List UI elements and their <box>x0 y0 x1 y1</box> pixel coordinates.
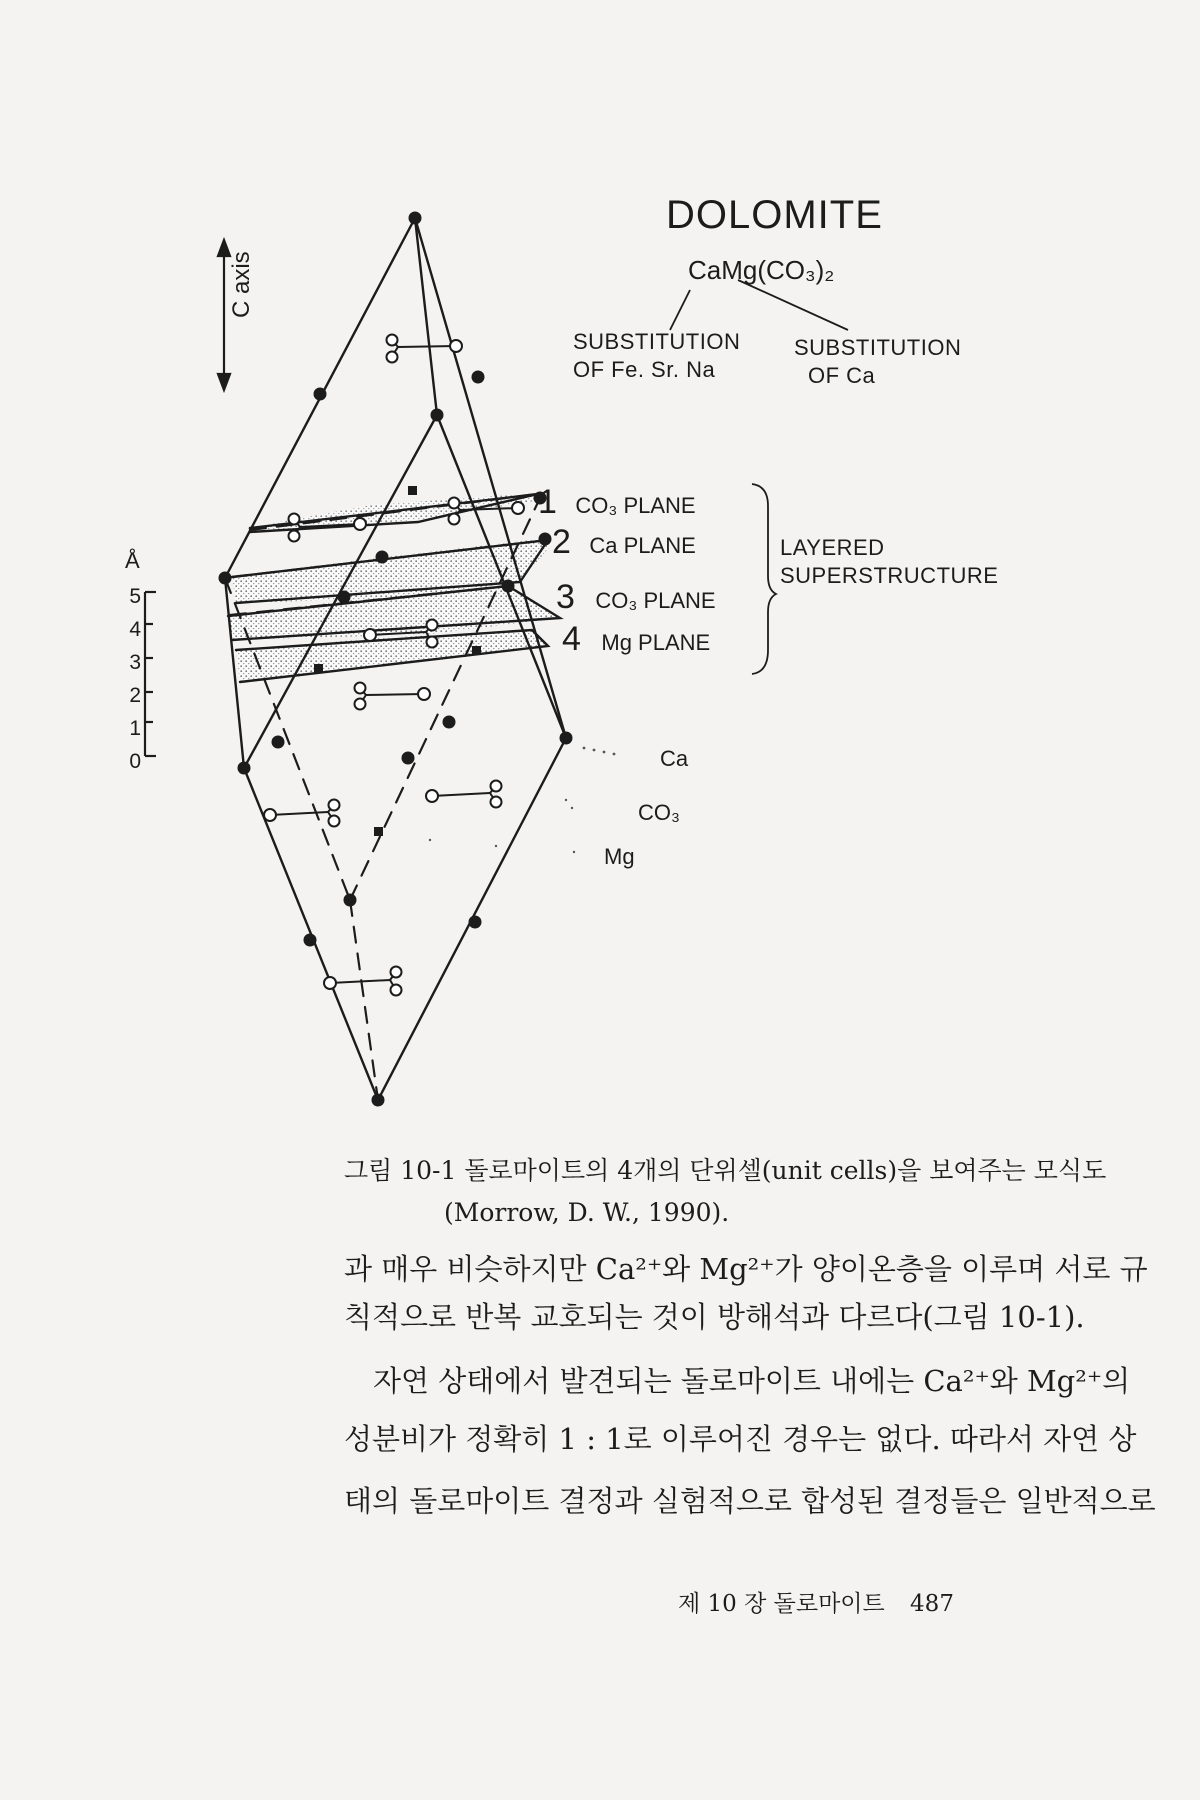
body-line: 성분비가 정확히 1 : 1로 이루어진 경우는 없다. 따라서 자연 상 <box>344 1422 1137 1456</box>
c-axis-arrowhead-down <box>218 374 230 390</box>
c-axis-label: C axis <box>228 251 255 318</box>
plane-label-1 <box>538 485 696 519</box>
plane-number: 4 <box>562 620 581 658</box>
legend-leader <box>613 753 616 756</box>
co3-group <box>426 781 502 808</box>
mg-atom <box>314 664 323 673</box>
bracket-label-line1: LAYERED <box>780 535 885 560</box>
ca-atom <box>219 572 232 585</box>
caption-line-1: 그림 10-1 돌로마이트의 4개의 단위셀(unit cells)을 보여주는 모식도 <box>344 1156 1107 1185</box>
plane-name: Ca PLANE <box>589 533 696 558</box>
figure-caption <box>344 1150 1107 1234</box>
scale-tick-label: 4 <box>129 618 141 641</box>
ca-atom <box>431 409 444 422</box>
page-footer <box>678 1585 954 1618</box>
body-line: 자연 상태에서 발견되는 돌로마이트 내에는 Ca²⁺와 Mg²⁺의 <box>344 1364 1131 1398</box>
plane-name: CO₃ PLANE <box>575 493 696 518</box>
cell-edge <box>415 218 437 415</box>
ca-atom <box>402 752 415 765</box>
mg-atom <box>408 486 417 495</box>
body-text <box>344 1252 1156 1518</box>
plane-number: 2 <box>552 523 571 561</box>
ca-atom <box>502 580 515 593</box>
scale-tick-label: 1 <box>129 717 141 740</box>
body-line: 과 매우 비슷하지만 Ca²⁺와 Mg²⁺가 양이온층을 이루며 서로 규 <box>344 1252 1148 1286</box>
substitution-left-line1: SUBSTITUTION <box>573 329 741 354</box>
chemical-formula: CaMg(CO₃)₂ <box>688 255 835 285</box>
ca-atom <box>560 732 573 745</box>
bracket-label-line2: SUPERSTRUCTURE <box>780 563 999 588</box>
ca-atom <box>443 716 456 729</box>
ca-atom <box>409 212 422 225</box>
substitution-left-line2: OF Fe. Sr. Na <box>573 357 716 382</box>
hidden-edge <box>350 900 378 1100</box>
plane-number: 3 <box>556 578 575 616</box>
legend-leader <box>429 839 431 841</box>
plane-label-4 <box>562 622 710 656</box>
scale-tick-label: 5 <box>129 585 141 608</box>
substitution-right <box>794 334 961 390</box>
layered-superstructure-label <box>780 534 998 590</box>
scale-tick-label: 2 <box>129 684 141 707</box>
scale-ticks <box>125 580 141 778</box>
substitution-left <box>573 328 740 384</box>
plane-label-3 <box>556 580 716 614</box>
scale-tick-label: 3 <box>129 651 141 674</box>
layered-brace <box>752 484 776 674</box>
plane-name: CO₃ PLANE <box>595 588 716 613</box>
ca-atom <box>472 371 485 384</box>
ca-atom <box>304 934 317 947</box>
ca-atom <box>314 388 327 401</box>
ca-atom <box>372 1094 385 1107</box>
legend-leader <box>495 845 497 847</box>
legend-leader <box>573 851 575 853</box>
ca-atom <box>338 591 351 604</box>
branch-line-right <box>738 280 848 330</box>
plane-label-2 <box>552 525 696 559</box>
co3-group <box>355 683 431 710</box>
figure-title: DOLOMITE <box>666 193 883 237</box>
page-number: 487 <box>910 1591 954 1617</box>
ca-atom <box>238 762 251 775</box>
body-line: 태의 돌로마이트 결정과 실험적으로 합성된 결정들은 일반적으로 <box>344 1484 1156 1518</box>
co3-group <box>264 800 340 827</box>
branch-line-left <box>670 290 690 330</box>
legend-ca: Ca <box>660 746 689 771</box>
ca-atom <box>469 916 482 929</box>
scale-unit: Å <box>125 548 140 573</box>
legend-mg: Mg <box>604 844 635 869</box>
legend-leader <box>565 799 567 801</box>
caption-line-2: (Morrow, D. W., 1990). <box>444 1198 730 1227</box>
substitution-right-line1: SUBSTITUTION <box>794 335 962 360</box>
legend-co3: CO₃ <box>638 800 680 825</box>
ca-atom <box>344 894 357 907</box>
substitution-right-line2: OF Ca <box>808 363 876 388</box>
scale-tick-label: 0 <box>129 750 141 773</box>
ca-atom <box>272 736 285 749</box>
plane-name: Mg PLANE <box>601 630 711 655</box>
legend-leader <box>583 747 586 750</box>
legend-leader <box>593 749 596 752</box>
legend-leader <box>603 751 606 754</box>
chapter-title: 제 10 장 돌로마이트 <box>678 1591 885 1617</box>
ca-atom <box>539 533 552 546</box>
mg-atom <box>374 827 383 836</box>
plane-number: 1 <box>538 483 557 521</box>
ca-atom <box>376 551 389 564</box>
body-line: 칙적으로 반복 교호되는 것이 방해석과 다르다(그림 10-1). <box>344 1300 1085 1334</box>
legend-leader <box>571 807 573 809</box>
mg-atom <box>472 646 481 655</box>
